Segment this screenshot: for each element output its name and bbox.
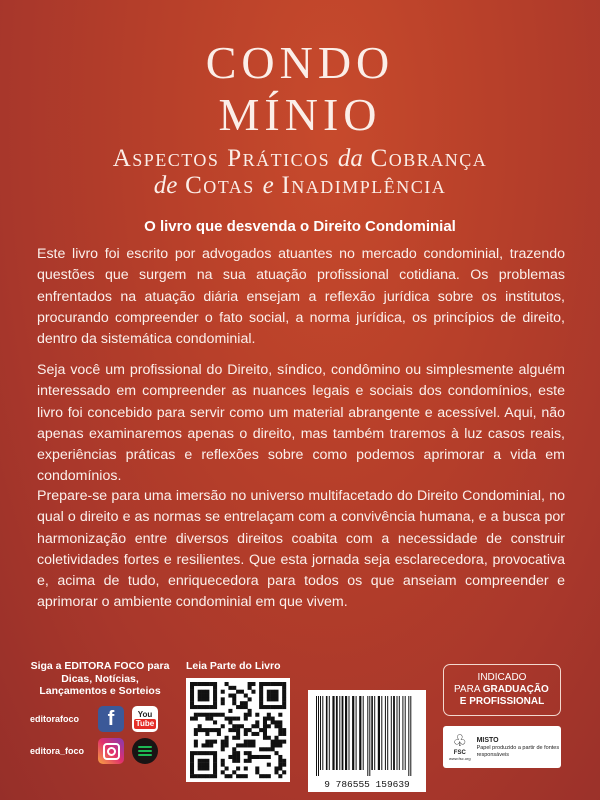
instagram-icon	[98, 738, 124, 764]
youtube-icon: You Tube	[132, 706, 158, 732]
blurb-paragraph-2: Seja você um profissional do Direito, síndico, condômino ou simplesmente alguém interessado em compreender as nuances legais e sociais dos condomínios, este livro foi concebido para servir como um material abrangente e acessível. Aqui, não apenas examinaremos apenas o direito, mas também traremos à luz casos reais, experiências práticas e reflexões sobre como podemos aprimorar a vida em condomínios.	[37, 362, 565, 485]
qr-code	[186, 678, 290, 782]
isbn-barcode	[308, 690, 426, 792]
social-row-1	[30, 706, 166, 732]
book-subtitle-line-1: Aspectos Práticos da Cobrança	[112, 145, 488, 172]
qr-code-label: Leia Parte do Livro	[186, 660, 281, 672]
book-title-line-1: CONDO	[205, 37, 395, 88]
social-row-2	[30, 738, 166, 764]
isbn-number: 9 786555 159639	[324, 779, 410, 790]
follow-publisher-text: Siga a EDITORA FOCO para Dicas, Notícias, Lançamentos e Sorteios	[30, 660, 170, 697]
book-title-line-2: MÍNIO	[218, 89, 382, 140]
fsc-logo-icon: ♧ FSC www.fsc.org	[449, 732, 471, 761]
fsc-certification-label: ♧ FSC www.fsc.org MISTO Papel produzido a partir de fontes responsáveis	[443, 726, 561, 768]
spotify-icon	[132, 738, 158, 764]
tagline: O livro que desvenda o Direito Condominial	[144, 218, 456, 235]
social-handle: editora_foco	[30, 746, 85, 756]
blurb-paragraph-3: Prepare-se para uma imersão no universo multifacetado do Direito Condominial, no qual o direito e as normas se entrelaçam com a convivência humana, e a busca por harmonização entre diversos direitos coabita com a necessidade de construir coletividades fortes e resilientes. Que esta jornada seja esclarecedora, provocativa e, acima de tudo, enriquecedora para todos os que anseiam compreender e aprimorar o ambiente condominial em que vivem.	[37, 488, 565, 611]
blurb-paragraph-1: Este livro foi escrito por advogados atuantes no mercado condominial, trazendo questões que surgem na sua atuação profissional cotidiana. Os problemas enfrentados na atuação diária ensejam a reflexão jurídica sobre os institutos, procurando compreender o fato social, a norma jurídica, os princípios de direito, dentro da sistemática condominial.	[37, 246, 565, 348]
social-handle: editorafoco	[30, 714, 80, 724]
facebook-icon: f	[98, 706, 124, 732]
recommendation-badge: INDICADO PARA GRADUAÇÃO E PROFISSIONAL	[443, 664, 561, 716]
book-subtitle-line-2: de Cotas e Inadimplência	[153, 172, 447, 199]
